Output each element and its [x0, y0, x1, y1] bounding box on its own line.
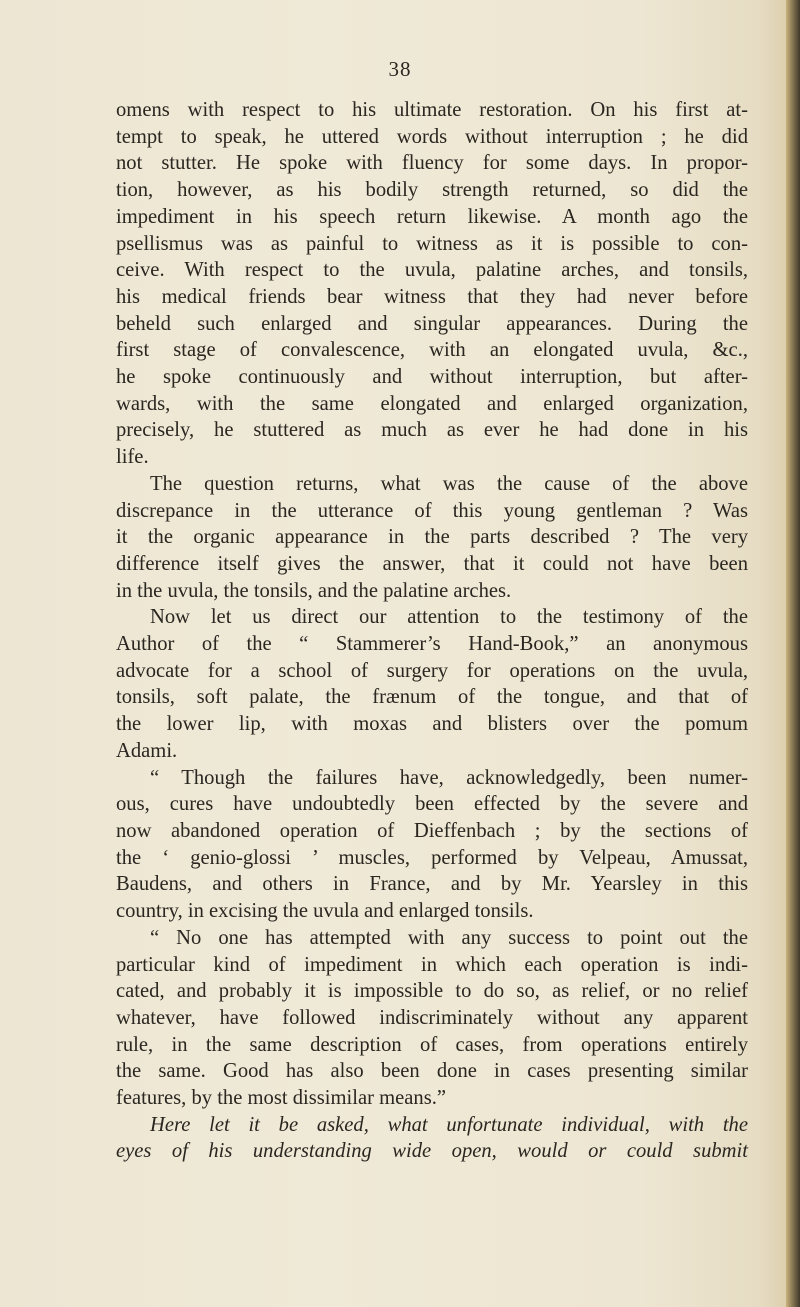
text-line: features, by the most dissimilar means.” — [116, 1087, 446, 1110]
text-line: Author of the “ Stammerer’s Hand-Book,” an anonymous — [116, 633, 748, 656]
text-line: beheld such enlarged and singular appearances. During the — [116, 312, 748, 335]
text-line: ceive. With respect to the uvula, palatine arches, and tonsils, — [116, 259, 748, 282]
text-line: now abandoned operation of Dieffenbach ; by the sections of — [116, 819, 748, 842]
page-number: 38 — [388, 57, 412, 81]
text-line: wards, with the same elongated and enlarged organization, — [116, 392, 748, 415]
text-line: the lower lip, with moxas and blisters over the pomum — [116, 713, 748, 736]
text-line: difference itself gives the answer, that it could not have been — [116, 552, 748, 575]
text-line: ous, cures have undoubtedly been effected by the severe and — [116, 793, 748, 816]
text-line: Now let us direct our attention to the testimony of the — [150, 606, 748, 629]
text-line: Baudens, and others in France, and by Mr. Yearsley in this — [116, 873, 748, 896]
text-line: the same. Good has also been done in cases presenting similar — [116, 1060, 748, 1083]
text-line: in the uvula, the tonsils, and the palatine arches. — [116, 579, 512, 602]
text-line: tonsils, soft palate, the frænum of the tongue, and that of — [116, 686, 748, 709]
text-line: tion, however, as his bodily strength returned, so did the — [116, 179, 748, 202]
body-text — [116, 97, 748, 1165]
text-line: advocate for a school of surgery for operations on the uvula, — [116, 659, 748, 682]
text-line: it the organic appearance in the parts described ? The very — [116, 526, 748, 549]
text-line: discrepance in the utterance of this young gentleman ? Was — [116, 499, 748, 522]
page-edge — [786, 0, 800, 1307]
text-line: psellismus was as painful to witness as it is possible to con- — [116, 232, 748, 255]
text-line: cated, and probably it is impossible to do so, as relief, or no relief — [116, 980, 748, 1003]
text-line: Adami. — [116, 739, 178, 762]
text-line: “ No one has attempted with any success to point out the — [150, 926, 748, 949]
text-line: first stage of convalescence, with an elongated uvula, &c., — [116, 339, 748, 362]
text-line: his medical friends bear witness that they had never before — [116, 285, 748, 308]
text-line: rule, in the same description of cases, from operations entirely — [116, 1033, 748, 1056]
text-line: omens with respect to his ultimate restoration. On his first at- — [116, 99, 748, 121]
text-line: impediment in his speech return likewise. A month ago the — [116, 205, 748, 228]
text-line: country, in excising the uvula and enlarged tonsils. — [116, 900, 534, 923]
text-line: life. — [116, 446, 149, 469]
text-line: precisely, he stuttered as much as ever he had done in his — [116, 419, 748, 442]
text-line: he spoke continuously and without interruption, but after- — [116, 366, 748, 389]
text-line: “ Though the failures have, acknowledgedly, been numer- — [150, 766, 748, 789]
text-line: whatever, have followed indiscriminately without any apparent — [116, 1006, 748, 1029]
text-line: not stutter. He spoke with fluency for some days. In propor- — [116, 152, 748, 175]
text-line: the ‘ genio-glossi ’ muscles, performed by Velpeau, Amussat, — [116, 846, 748, 869]
text-line: Here let it be asked, what unfortunate individual, with the — [150, 1113, 748, 1136]
text-line: tempt to speak, he uttered words without interruption ; he did — [116, 125, 748, 148]
text-line: eyes of his understanding wide open, would or could submit — [116, 1140, 748, 1163]
text-line: particular kind of impediment in which each operation is indi- — [116, 953, 748, 976]
text-line: The question returns, what was the cause of the above — [150, 472, 748, 495]
